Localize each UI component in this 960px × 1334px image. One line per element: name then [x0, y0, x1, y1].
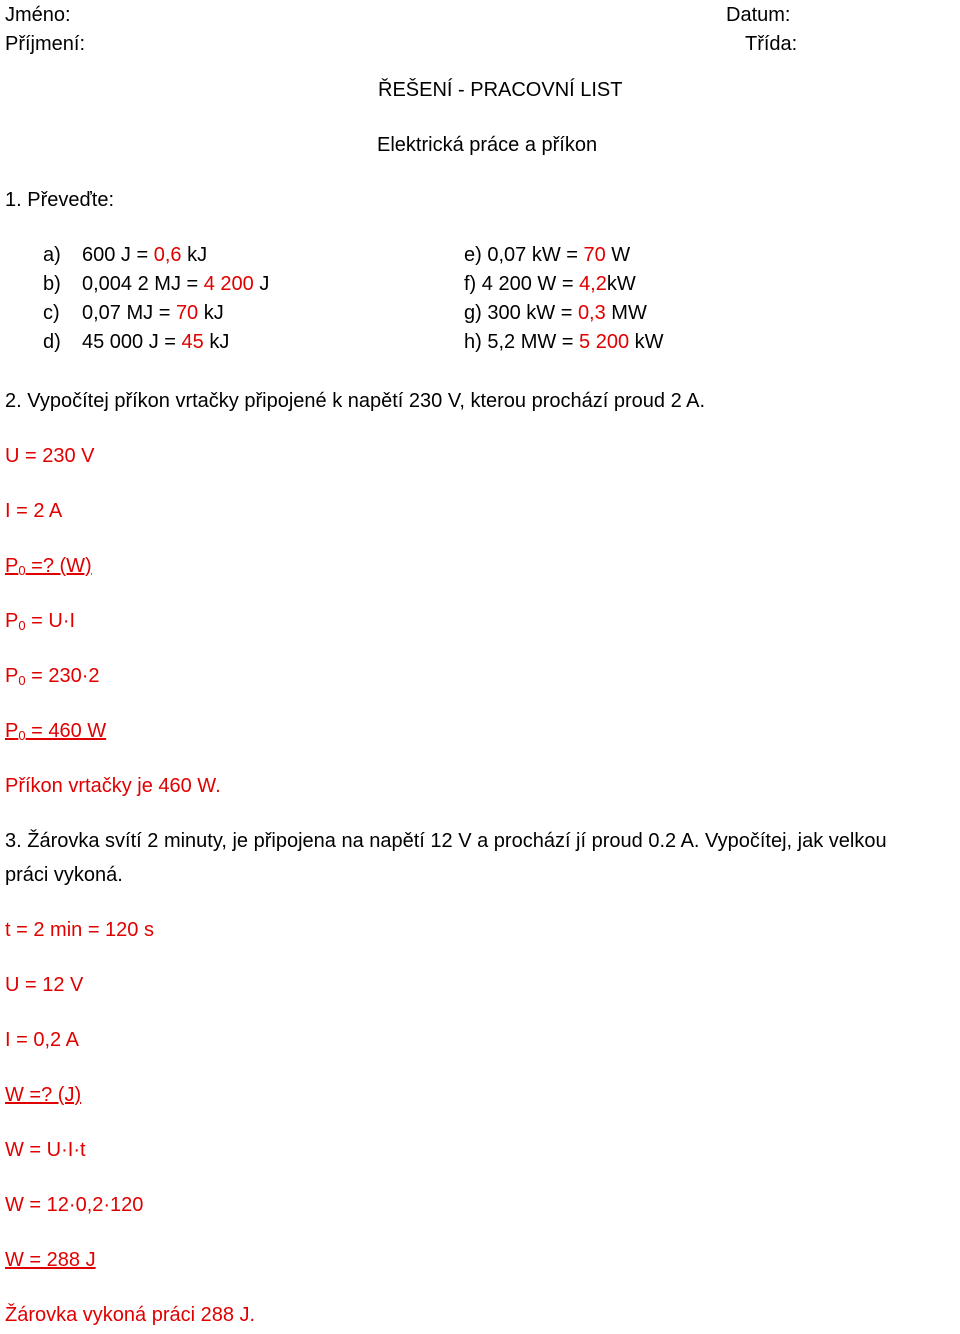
subscript: 0 [18, 673, 26, 688]
item-label: d) [43, 331, 61, 353]
answer-value: 0,6 [153, 244, 182, 266]
name-label: Jméno: [5, 4, 71, 26]
task2-line-substitution [5, 666, 100, 686]
question-text: f) 4 200 W = [464, 273, 580, 295]
task2-line-result [5, 721, 106, 741]
unit-text: kJ [198, 302, 224, 324]
conversion-item-text [82, 245, 207, 265]
answer-value: 4,2 [579, 273, 607, 295]
expression: = U·I [25, 610, 76, 632]
unit-text: kW [606, 273, 636, 295]
symbol: P [5, 555, 19, 577]
conversion-item-text [82, 274, 269, 294]
unit-text: kW [629, 331, 664, 353]
unit-text: J [253, 273, 270, 295]
task3-line-result: W = 288 J [5, 1249, 96, 1271]
answer-value: 45 [181, 331, 204, 353]
expression: = 460 W [25, 720, 107, 742]
task2-line-current: I = 2 A [5, 500, 63, 522]
unit-text: W [605, 244, 631, 266]
item-label: b) [43, 273, 61, 295]
task2-line-unknown [5, 556, 92, 576]
conversion-item-text [82, 303, 224, 323]
conversion-item-text [464, 274, 636, 294]
item-label: a) [43, 244, 61, 266]
question-text: g) 300 kW = [464, 302, 578, 324]
answer-value: 5 200 [579, 331, 630, 353]
question-text: 45 000 J = [82, 331, 182, 353]
task1-heading: 1. Převeďte: [5, 189, 115, 211]
task3-line-substitution: W = 12·0,2·120 [5, 1194, 144, 1216]
surname-label: Příjmení: [5, 33, 86, 55]
task3-question-line1: 3. Žárovka svítí 2 minuty, je připojena na napětí 12 V a prochází jí proud 0.2 A. Vypočítej, jak velkou [5, 830, 887, 852]
page-subtitle: Elektrická práce a příkon [377, 134, 598, 156]
question-text: h) 5,2 MW = [464, 331, 580, 353]
unit-text: kJ [203, 331, 230, 353]
conversion-item [43, 332, 61, 352]
task3-line-formula: W = U·I·t [5, 1139, 86, 1161]
conversion-item [43, 245, 61, 265]
conversion-item-text [82, 332, 229, 352]
task2-line-formula [5, 611, 75, 631]
answer-value: 70 [583, 244, 606, 266]
subscript: 0 [18, 618, 26, 633]
symbol: P [5, 610, 19, 632]
task2-question: 2. Vypočítej příkon vrtačky připojené k napětí 230 V, kterou prochází proud 2 A. [5, 390, 706, 412]
task3-line-unknown: W =? (J) [5, 1084, 82, 1106]
conversion-item-text [464, 303, 647, 323]
unit-text: kJ [181, 244, 208, 266]
question-text: 0,07 MJ = [82, 302, 176, 324]
task3-line-time: t = 2 min = 120 s [5, 919, 154, 941]
conversion-item-text [464, 245, 630, 265]
answer-value: 70 [175, 302, 199, 324]
question-text: e) 0,07 kW = [464, 244, 584, 266]
answer-value: 4 200 [203, 273, 254, 295]
date-label: Datum: [726, 4, 791, 26]
conversion-item [43, 303, 60, 323]
question-text: 0,004 2 MJ = [82, 273, 204, 295]
unit-text: MW [605, 302, 647, 324]
task3-line-current: I = 0,2 A [5, 1029, 79, 1051]
task3-question-line2: práci vykoná. [5, 864, 123, 886]
task2-line-voltage: U = 230 V [5, 445, 95, 467]
class-label: Třída: [745, 33, 798, 55]
item-label: c) [43, 302, 60, 324]
conversion-item-text [464, 332, 664, 352]
task2-answer: Příkon vrtačky je 460 W. [5, 775, 221, 797]
answer-value: 0,3 [577, 302, 606, 324]
task3-line-voltage: U = 12 V [5, 974, 84, 996]
page-title: ŘEŠENÍ - PRACOVNÍ LIST [378, 79, 623, 101]
conversion-item [43, 274, 61, 294]
subscript: 0 [18, 563, 26, 578]
symbol: P [5, 720, 19, 742]
question-text: 600 J = [82, 244, 154, 266]
subscript: 0 [18, 728, 26, 743]
expression: = 230·2 [25, 665, 100, 687]
task3-answer: Žárovka vykoná práci 288 J. [5, 1304, 256, 1326]
symbol: P [5, 665, 19, 687]
expression: =? (W) [25, 555, 92, 577]
